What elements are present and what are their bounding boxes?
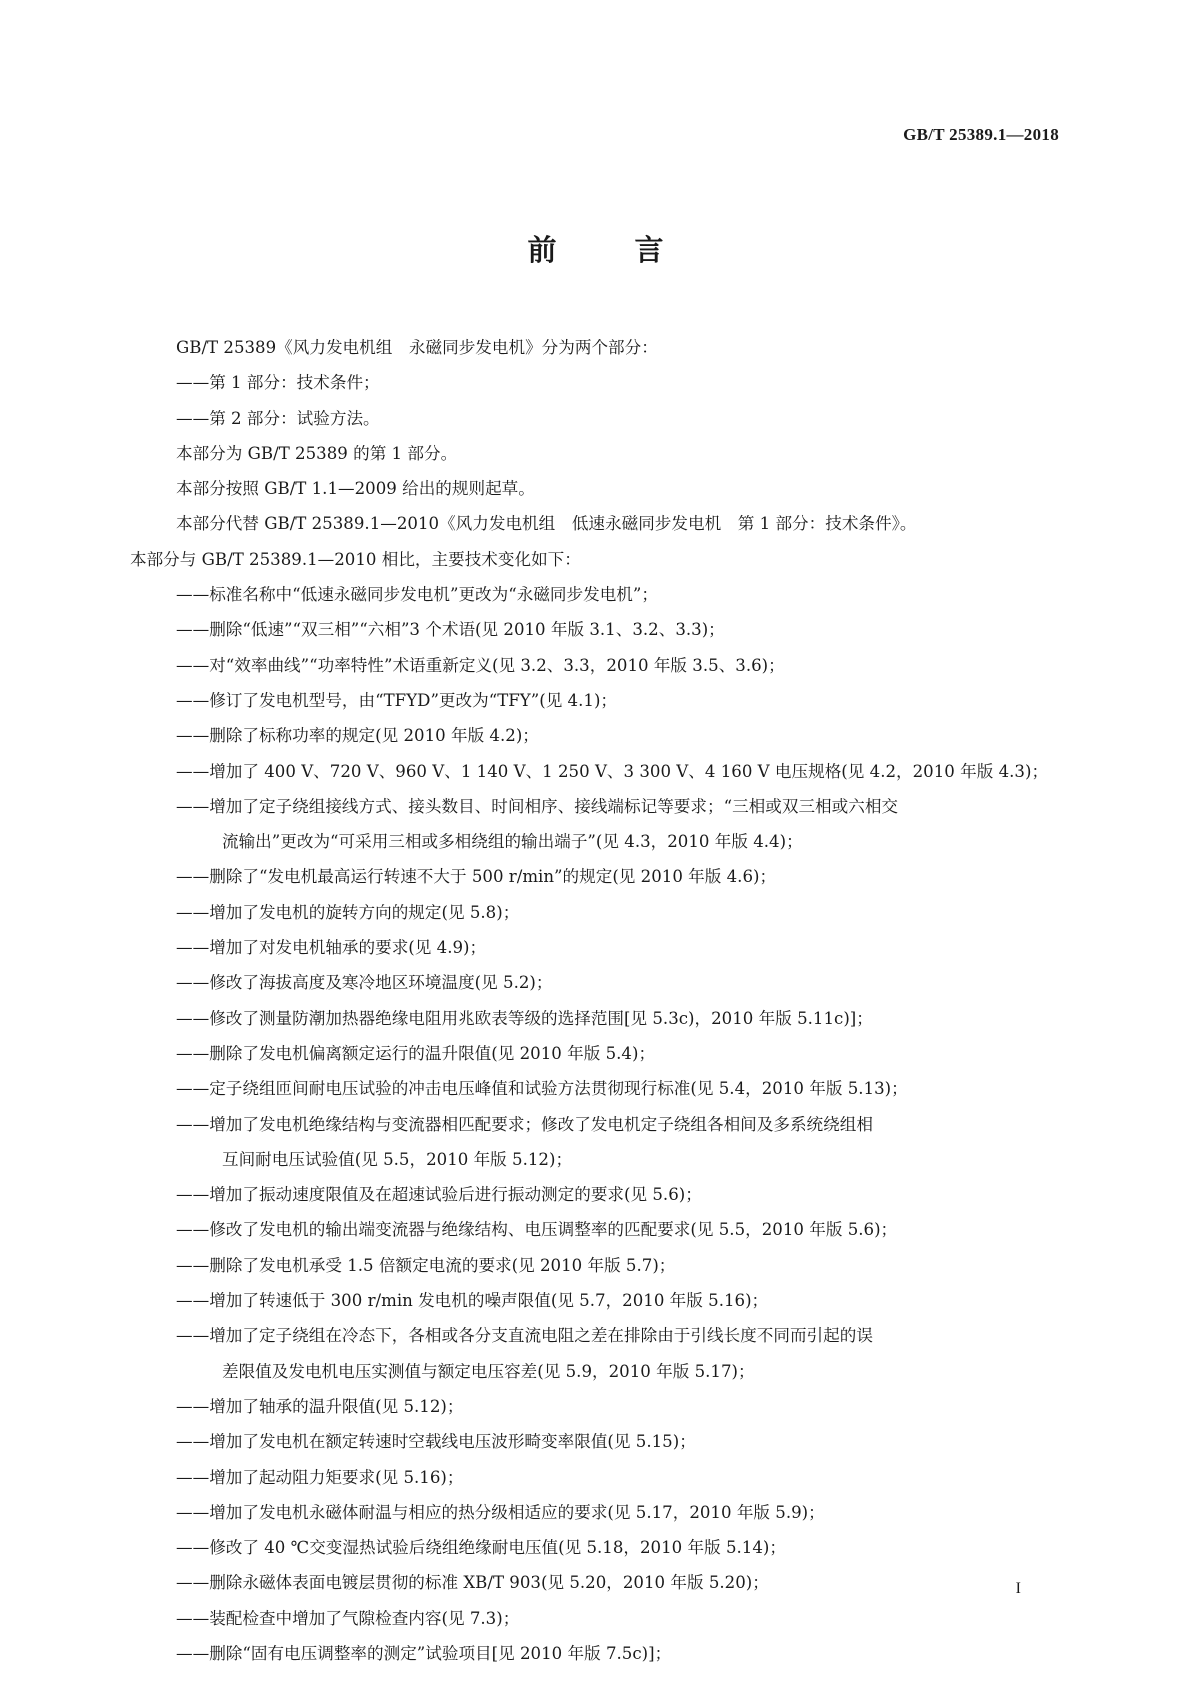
change-item: ——定子绕组匝间耐电压试验的冲击电压峰值和试验方法贯彻现行标准(见 5.4，2010 年版 5.13)；	[176, 1079, 908, 1099]
change-item: ——修改了测量防潮加热器绝缘电阻用兆欧表等级的选择范围[见 5.3c)，2010 年版 5.11c)]；	[176, 1008, 873, 1028]
change-item: ——增加了发电机的旋转方向的规定(见 5.8)；	[176, 902, 520, 922]
intro-line: 本部分按照 GB/T 1.1—2009 给出的规则起草。	[176, 479, 535, 499]
change-item: ——增加了发电机永磁体耐温与相应的热分级相适应的要求(见 5.17，2010 年版 5.9)；	[176, 1502, 825, 1522]
change-item: ——删除了发电机承受 1.5 倍额定电流的要求(见 2010 年版 5.7)；	[176, 1255, 676, 1275]
change-item: ——删除永磁体表面电镀层贯彻的标准 XB/T 903(见 5.20，2010 年版 5.20)；	[176, 1573, 769, 1593]
change-item: ——修改了发电机的输出端变流器与绝缘结构、电压调整率的匹配要求(见 5.5，2010 年版 5.6)；	[176, 1220, 898, 1240]
intro-line: ——第 1 部分：技术条件；	[176, 373, 380, 393]
intro-line: 本部分与 GB/T 25389.1—2010 相比，主要技术变化如下：	[130, 549, 581, 569]
change-item-continuation: 差限值及发电机电压实测值与额定电压容差(见 5.9，2010 年版 5.17)；	[222, 1361, 755, 1381]
change-item: ——增加了 400 V、720 V、960 V、1 140 V、1 250 V、3 300 V、4 160 V 电压规格(见 4.2，2010 年版 4.3)；	[176, 761, 1049, 781]
page-title: 前 言	[527, 233, 698, 267]
change-item: ——对“效率曲线”“功率特性”术语重新定义(见 3.2、3.3，2010 年版 3.5、3.6)；	[176, 655, 785, 675]
change-item: ——增加了对发电机轴承的要求(见 4.9)；	[176, 938, 487, 958]
change-item-continuation: 互间耐电压试验值(见 5.5，2010 年版 5.12)；	[222, 1149, 573, 1169]
change-item: ——增加了发电机绝缘结构与变流器相匹配要求；修改了发电机定子绕组各相间及多系统绕组相	[176, 1114, 873, 1134]
change-item: ——删除了发电机偏离额定运行的温升限值(见 2010 年版 5.4)；	[176, 1043, 656, 1063]
change-item: ——修改了 40 ℃交变湿热试验后绕组绝缘耐电压值(见 5.18，2010 年版 5.14)；	[176, 1538, 786, 1558]
change-item: ——增加了轴承的温升限值(见 5.12)；	[176, 1396, 464, 1416]
intro-line: 本部分为 GB/T 25389 的第 1 部分。	[176, 443, 458, 463]
change-item: ——删除了标称功率的规定(见 2010 年版 4.2)；	[176, 726, 539, 746]
change-item: ——删除“低速”“双三相”“六相”3 个术语(见 2010 年版 3.1、3.2、3.3)；	[176, 620, 725, 640]
change-item: ——标准名称中“低速永磁同步发电机”更改为“永磁同步发电机”；	[176, 585, 658, 605]
change-item: ——增加了转速低于 300 r/min 发电机的噪声限值(见 5.7，2010 年版 5.16)；	[176, 1291, 769, 1311]
change-item: ——删除“固有电压调整率的测定”试验项目[见 2010 年版 7.5c)]；	[176, 1643, 672, 1663]
change-item: ——增加了振动速度限值及在超速试验后进行振动测定的要求(见 5.6)；	[176, 1185, 702, 1205]
intro-line: ——第 2 部分：试验方法。	[176, 408, 380, 428]
page-number: I	[1015, 1580, 1021, 1597]
change-item-continuation: 流输出”更改为“可采用三相或多相绕组的输出端子”(见 4.3，2010 年版 4.4)；	[222, 832, 803, 852]
change-item: ——装配检查中增加了气隙检查内容(见 7.3)；	[176, 1608, 520, 1628]
intro-line: 本部分代替 GB/T 25389.1—2010《风力发电机组 低速永磁同步发电机 第 1 部分：技术条件》。	[176, 514, 917, 534]
change-item: ——修改了海拔高度及寒冷地区环境温度(见 5.2)；	[176, 973, 553, 993]
change-item: ——增加了定子绕组接线方式、接头数目、时间相序、接线端标记等要求；“三相或双三相或六相交	[176, 796, 899, 816]
standard-code-header: GB/T 25389.1—2018	[903, 125, 1059, 144]
intro-line: GB/T 25389《风力发电机组 永磁同步发电机》分为两个部分：	[176, 338, 658, 357]
change-item: ——修订了发电机型号，由“TFYD”更改为“TFY”(见 4.1)；	[176, 690, 618, 710]
change-item: ——增加了发电机在额定转速时空载线电压波形畸变率限值(见 5.15)；	[176, 1432, 696, 1452]
change-item: ——删除了“发电机最高运行转速不大于 500 r/min”的规定(见 2010 年版 4.6)；	[176, 867, 777, 887]
change-item: ——增加了定子绕组在冷态下，各相或各分支直流电阻之差在排除由于引线长度不同而引起的误	[176, 1326, 873, 1346]
change-list	[130, 577, 1065, 1671]
change-item: ——增加了起动阻力矩要求(见 5.16)；	[176, 1467, 464, 1487]
document-body	[130, 330, 1065, 1671]
